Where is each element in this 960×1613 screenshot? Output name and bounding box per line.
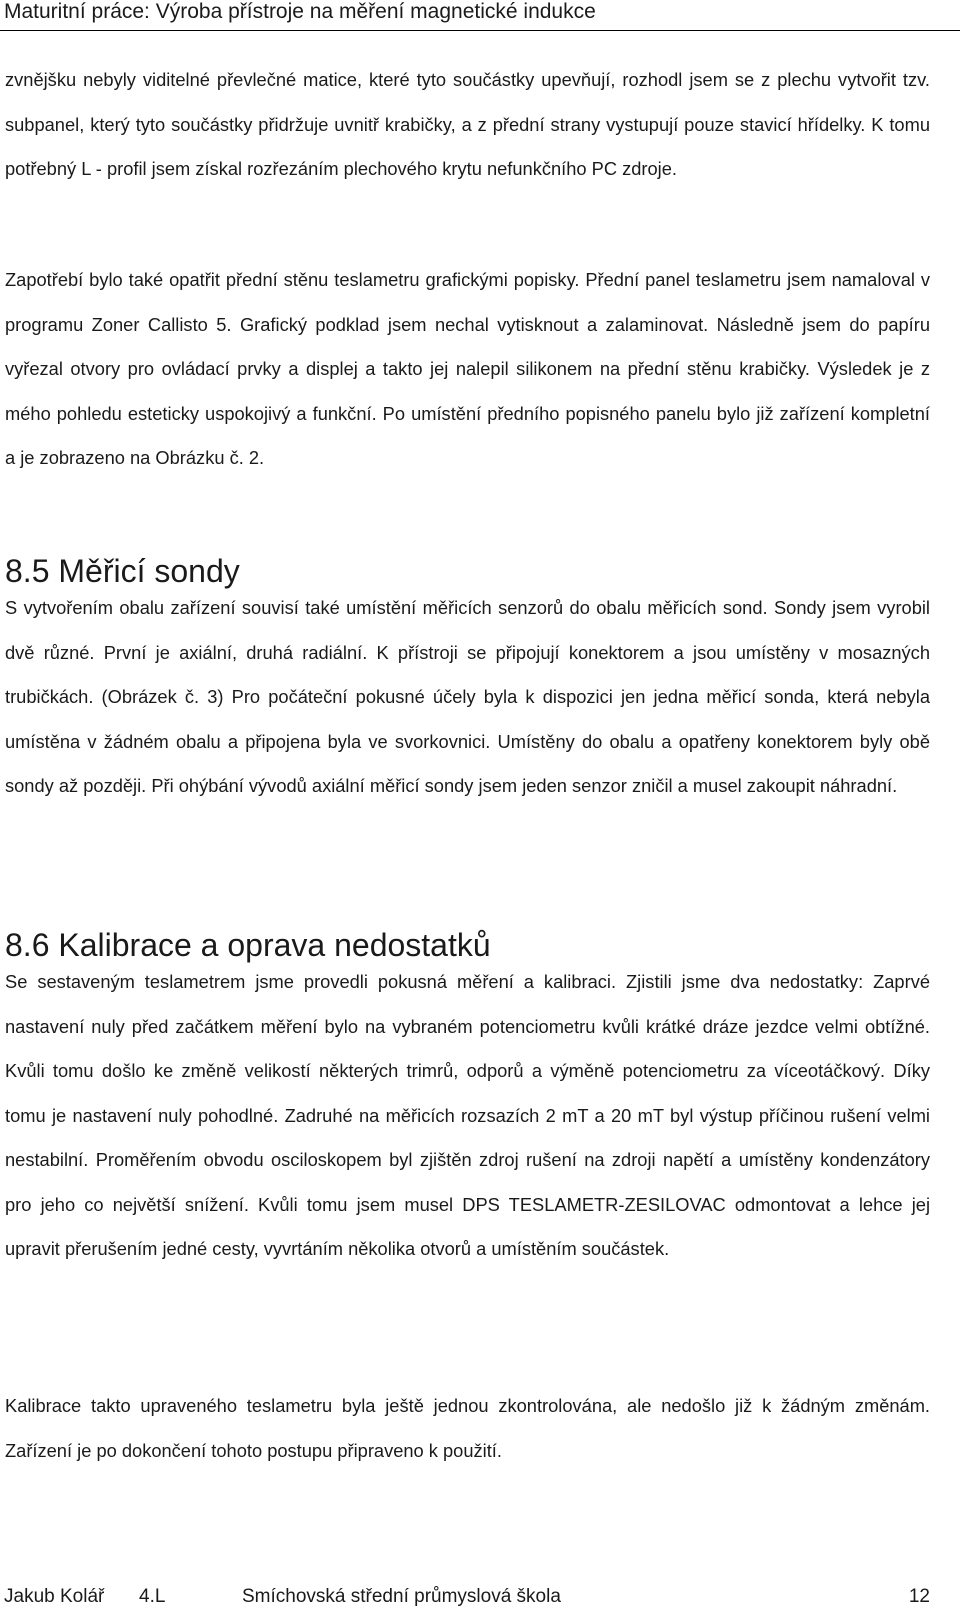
footer-page-number: 12 (908, 1586, 930, 1607)
footer-class: 4.L (139, 1586, 166, 1607)
paragraph-probes: S vytvořením obalu zařízení souvisí také umístění měřicích senzorů do obalu měřicích sond. Sondy jsem vyrobil dvě různé. První je axiální, druhá radiální. K přístroji se připojují konektorem a jsou umístěny v mosazných trubičkách. (Obrázek č. 3) Pro počáteční pokusné účely byla k dispozici jen jedna měřicí sonda, která nebyla umístěna v žádném obalu a připojena byla ve svorkovnici. Umístěny do obalu a opatřeny konektorem byly obě sondy až později. Při ohýbání vývodů axiální měřicí sondy jsem jeden senzor zničil a musel zakoupit náhradní. (5, 597, 930, 796)
page-header-title: Maturitní práce: Výroba přístroje na měření magnetické indukce (4, 0, 596, 23)
footer-school: Smíchovská střední průmyslová škola (242, 1586, 561, 1607)
footer-author: Jakub Kolář (4, 1586, 105, 1607)
paragraph-front-panel: Zapotřebí bylo také opatřit přední stěnu teslametru grafickými popisky. Přední panel teslametru jsem namaloval v programu Zoner Callisto 5. Grafický podklad jsem nechal vytisknout a zalaminovat. Následně jsem do papíru vyřezal otvory pro ovládací prvky a displej a takto jej nalepil silikonem na přední stěnu krabičky. Výsledek je z mého pohledu esteticky uspokojivý a funkční. Po umístění předního popisného panelu bylo již zařízení kompletní a je zobrazeno na Obrázku č. 2. (5, 269, 930, 468)
section-heading-8-5: 8.5 Měřicí sondy (5, 553, 240, 589)
section-heading-8-6: 8.6 Kalibrace a oprava nedostatků (5, 927, 491, 963)
paragraph-subpanel: zvnějšku nebyly viditelné převlečné matice, které tyto součástky upevňují, rozhodl jsem se z plechu vytvořit tzv. subpanel, který tyto součástky přidržuje uvnitř krabičky, a z přední strany vystupují pouze stavicí hřídelky. K tomu potřebný L - profil jsem získal rozřezáním plechového krytu nefunkčního PC zdroje. (5, 69, 930, 179)
paragraph-calibration: Se sestaveným teslametrem jsme provedli pokusná měření a kalibraci. Zjistili jsme dva nedostatky: Zaprvé nastavení nuly před začátkem měření bylo na vybraném potenciometru kvůli krátké dráze jezdce velmi obtížné. Kvůli tomu došlo ke změně velikostí některých trimrů, odporů a výměně potenciometru za víceotáčkový. Díky tomu je nastavení nuly pohodlné. Zadruhé na měřicích rozsazích 2 mT a 20 mT byl výstup příčinou rušení velmi nestabilní. Proměřením obvodu osciloskopem byl zjištěn zdroj rušení na zdroji napětí a umístěny kondenzátory pro jeho co největší snížení. Kvůli tomu jsem musel DPS TESLAMETR-ZESILOVAC odmontovat a lehce jej upravit přerušením jedné cesty, vyvrtáním několika otvorů a umístěním součástek. (5, 971, 930, 1259)
header-divider (0, 30, 960, 31)
page-footer (4, 1582, 930, 1612)
paragraph-calibration-result: Kalibrace takto upraveného teslametru byla ještě jednou zkontrolována, ale nedošlo již k žádným změnám. Zařízení je po dokončení tohoto postupu připraveno k použití. (5, 1395, 930, 1461)
